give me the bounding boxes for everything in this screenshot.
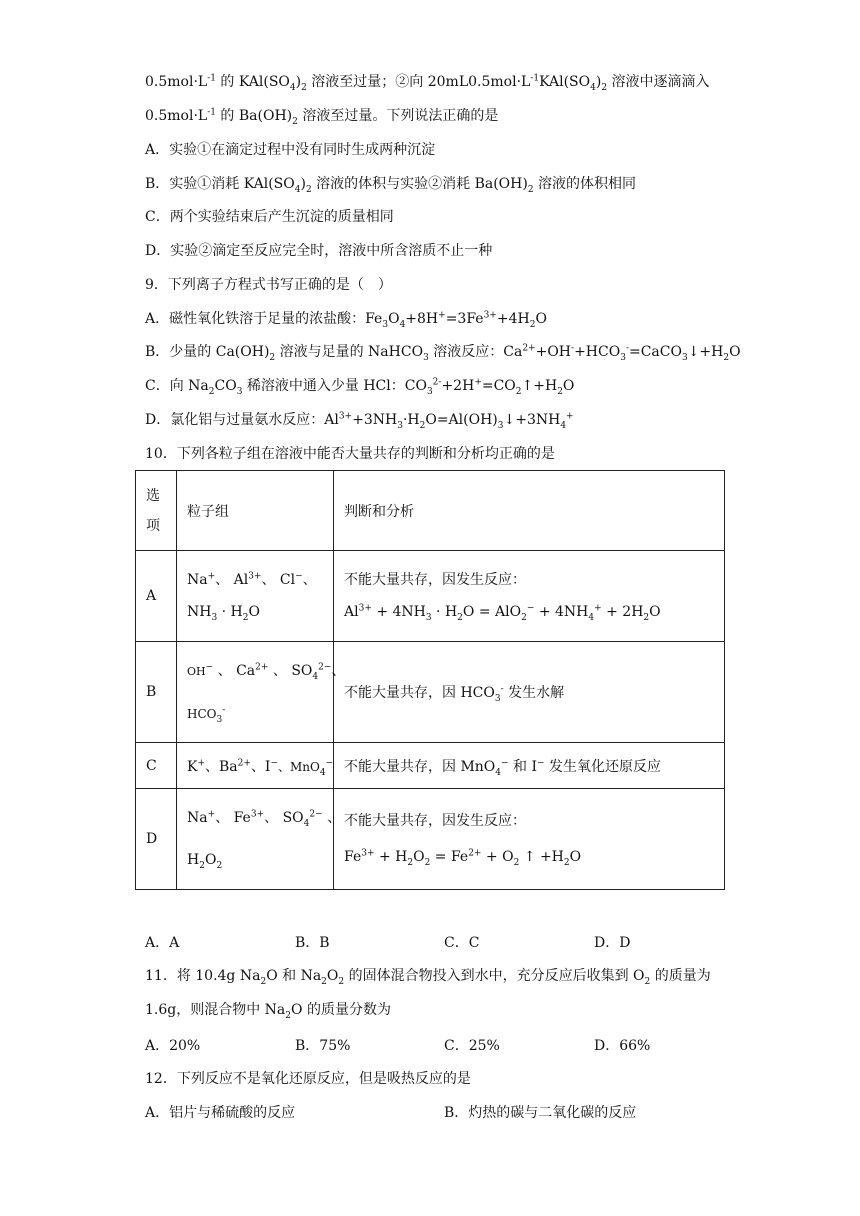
q8-option-d: D．实验②滴定至反应完全时，溶液中所含溶质不止一种 <box>145 243 493 259</box>
row-particles <box>177 642 346 743</box>
sub: 4 <box>590 82 596 93</box>
sub: 3 <box>494 693 501 704</box>
sup: − <box>325 757 334 768</box>
text: + 4NH <box>534 604 589 620</box>
text: 溶液至过量。下列说法正确的是 <box>297 108 499 124</box>
sup: 2+ <box>468 848 482 859</box>
sub: 4 <box>588 612 595 623</box>
q11-line-1 <box>145 966 711 986</box>
text: 不能大量共存，因 MnO <box>344 758 496 775</box>
sup: -1 <box>207 107 216 118</box>
q8-option-a: A．实验①在滴定过程中没有同时生成两种沉淀 <box>145 142 436 158</box>
row-particles <box>177 551 334 642</box>
text: +8H <box>405 311 439 327</box>
sub: 3 <box>236 386 243 397</box>
sup: - <box>500 684 504 695</box>
text: + O <box>481 849 514 865</box>
sub: 2 <box>521 612 527 623</box>
row-particles <box>177 789 342 890</box>
text: Na <box>187 572 208 588</box>
sup: − <box>205 661 214 672</box>
sub: 3 <box>497 420 504 431</box>
sub: 2 <box>321 976 327 987</box>
text: 不能大量共存，因发生反应： <box>344 572 526 588</box>
q11-choice-a: A．20% <box>145 1038 201 1054</box>
sub: 3 <box>425 612 432 623</box>
q8-line-2 <box>145 106 498 126</box>
text: O <box>535 311 547 327</box>
row-particles <box>177 743 334 789</box>
sub: 4 <box>312 671 319 682</box>
q11-choice-b: B．75% <box>295 1038 351 1054</box>
sup: + <box>566 411 574 422</box>
text: =CaCO <box>628 344 682 360</box>
sup: 3+ <box>361 848 375 859</box>
sub: 2 <box>407 857 414 868</box>
q10-choice-c: C．C <box>444 935 480 951</box>
table-row <box>136 789 725 890</box>
sub: 2 <box>643 612 650 623</box>
q8-option-c: C．两个实验结束后产生沉淀的质量相同 <box>145 209 394 225</box>
text: O <box>388 311 400 327</box>
text: A．磁性氧化铁溶于足量的浓盐酸：Fe <box>145 311 383 327</box>
text: ↑ +H <box>519 849 564 865</box>
text: O <box>569 849 582 865</box>
text: + H <box>374 849 408 865</box>
row-analysis <box>334 789 725 890</box>
sub: 2 <box>242 612 249 623</box>
text: 的 Ba(OH) <box>215 108 293 124</box>
text: 、Ba <box>205 758 238 775</box>
text: 、 <box>322 810 342 826</box>
sub: 3 <box>211 612 218 623</box>
text: 溶液与足量的 NaHCO <box>275 344 424 360</box>
sup: − <box>537 757 545 768</box>
table-row <box>136 743 725 789</box>
row-label: A <box>136 551 177 642</box>
row-analysis <box>334 642 725 743</box>
text: ↓+3NH <box>503 412 561 428</box>
q9-stem: 9．下列离子方程式书写正确的是（ ） <box>145 277 392 293</box>
text: 不能大量共存，因 HCO <box>344 685 495 701</box>
sup: 3+ <box>358 603 372 614</box>
sup: 3+ <box>250 809 265 820</box>
text: HCO <box>187 706 217 721</box>
q8-line-1 <box>145 72 710 92</box>
text: H <box>187 852 200 868</box>
q9-option-b <box>145 342 741 362</box>
sup: 2− <box>309 809 323 820</box>
sub: 2 <box>515 386 522 397</box>
sub: 2 <box>305 184 312 195</box>
sup: -1 <box>530 73 540 84</box>
table-row <box>136 551 725 642</box>
text: O <box>562 378 575 394</box>
text: O 的质量分数为 <box>291 1002 391 1018</box>
text: 选 <box>146 487 160 504</box>
text: 、 Fe <box>215 810 251 826</box>
sup: 3+ <box>248 571 262 582</box>
text: O <box>326 968 339 984</box>
text: 1.6g，则混合物中 Na <box>145 1002 286 1018</box>
sub: 2 <box>301 82 307 93</box>
text: 的 KAl(SO <box>215 74 290 90</box>
sup: − <box>295 571 303 582</box>
row-label: B <box>136 642 177 743</box>
text: 、 SO <box>268 662 313 679</box>
text: O 和 Na <box>266 968 322 984</box>
text: 的固体混合物投入到水中，充分反应后收集到 O <box>344 968 645 984</box>
text: O <box>649 604 661 620</box>
text: 不能大量共存，因发生反应： <box>344 813 526 829</box>
row-label: D <box>136 789 177 890</box>
sub: 2 <box>457 612 463 623</box>
sup: + <box>594 603 602 614</box>
sup: − <box>501 757 509 768</box>
text: OH <box>187 664 206 678</box>
sub: 4 <box>495 767 502 778</box>
text: 11．将 10.4g Na <box>145 968 261 984</box>
sub: 2 <box>527 184 534 195</box>
text: 稀溶液中通入少量 HCl：CO <box>242 378 427 394</box>
q11-choice-d: D．66% <box>594 1038 651 1054</box>
sup: 2+ <box>255 661 269 672</box>
text: 溶液反应：Ca <box>428 344 523 360</box>
row-analysis <box>334 743 725 789</box>
text: +OH <box>535 344 572 360</box>
q10-choice-a: A．A <box>145 935 180 951</box>
text: 、 <box>331 662 346 679</box>
sub: 2 <box>419 420 426 431</box>
sup: 3+ <box>483 310 497 321</box>
sup: + <box>438 310 446 321</box>
sub: 4 <box>560 420 567 431</box>
text: 、 Al <box>215 572 249 588</box>
table-header-row <box>136 471 725 551</box>
sub: 2 <box>601 82 608 93</box>
text: B．少量的 Ca(OH) <box>145 344 270 360</box>
text: B．实验①消耗 KAl(SO <box>145 176 295 192</box>
text: ) <box>295 74 302 90</box>
sup: 2+ <box>237 757 251 768</box>
sub: 2 <box>208 386 215 397</box>
sub: 4 <box>289 82 296 93</box>
q9-option-a <box>145 309 547 329</box>
row-label: C <box>136 743 177 789</box>
sup: 2+ <box>522 343 536 354</box>
sub: 2 <box>260 976 267 987</box>
sub: 4 <box>399 319 406 330</box>
header-option <box>136 471 177 551</box>
sup: + <box>207 809 216 820</box>
sub: 4 <box>319 767 326 778</box>
q9-option-c <box>145 376 574 396</box>
text: 0.5mol·L <box>145 108 208 124</box>
text: +4H <box>496 311 530 327</box>
q12-choice-b: B．灼热的碳与二氧化碳的反应 <box>444 1105 637 1121</box>
text: ↑+H <box>521 378 558 394</box>
sub: 2 <box>269 352 276 363</box>
text: 、 <box>302 572 317 588</box>
text: D．氯化铝与过量氨水反应：Al <box>145 412 339 428</box>
sub: 3 <box>681 352 688 363</box>
sub: 3 <box>426 386 433 397</box>
sub: 3 <box>423 352 429 363</box>
sub: 2 <box>216 860 223 871</box>
text: 、 Ca <box>213 662 256 679</box>
q8-option-b <box>145 174 636 194</box>
sub: 2 <box>529 319 536 330</box>
sub: 2 <box>563 857 570 868</box>
q11-line-2 <box>145 1000 391 1020</box>
q10-choice-b: B．B <box>295 935 330 951</box>
text: O <box>729 344 741 360</box>
text: O <box>413 849 425 865</box>
header-analysis: 判断和分析 <box>334 471 725 551</box>
text: O=Al(OH) <box>425 412 498 428</box>
sup: - <box>571 343 575 354</box>
text: · H <box>431 604 458 620</box>
sub: 2 <box>285 1010 292 1021</box>
text: 和 I <box>508 758 537 775</box>
text: Al <box>344 604 359 620</box>
sup: − <box>270 757 279 768</box>
sub: 4 <box>294 184 301 195</box>
text: =3Fe <box>445 311 484 327</box>
text: ·H <box>402 412 420 428</box>
text: NH <box>187 604 212 620</box>
q10-table <box>135 470 725 890</box>
q9-option-d <box>145 410 574 430</box>
header-particles: 粒子组 <box>177 471 334 551</box>
sup: + <box>207 571 216 582</box>
text: = Fe <box>430 849 469 865</box>
text: +3NH <box>352 412 398 428</box>
text: 发生水解 <box>503 685 565 701</box>
text: 发生氧化还原反应 <box>544 758 661 775</box>
sub: 2 <box>557 386 563 397</box>
text: KAl(SO <box>539 74 591 90</box>
text: O <box>248 604 260 620</box>
text: +2H <box>441 378 475 394</box>
sup: - <box>625 343 629 354</box>
text: C．向 Na <box>145 378 209 394</box>
q12-stem: 12．下列反应不是氧化还原反应，但是吸热反应的是 <box>145 1071 471 1087</box>
text: 、MnO <box>278 759 320 774</box>
sub: 4 <box>303 818 310 829</box>
text: CO <box>214 378 237 394</box>
sub: 2 <box>424 857 431 868</box>
sub: 2 <box>723 352 730 363</box>
sub: 2 <box>199 860 205 871</box>
sub: 2 <box>513 857 520 868</box>
q10-choice-d: D．D <box>594 935 631 951</box>
sup: 3+ <box>338 411 353 422</box>
text: 、 SO <box>264 810 304 826</box>
text: 0.5mol·L <box>145 74 208 90</box>
text: 溶液中逐滴滴入 <box>607 74 710 90</box>
text: Fe <box>344 849 362 865</box>
sup: − <box>526 603 535 614</box>
sub: 3 <box>382 319 389 330</box>
text: + 4NH <box>371 604 426 620</box>
text: ↓+H <box>687 344 724 360</box>
sup: 2− <box>318 661 332 672</box>
sup: - <box>222 704 226 715</box>
row-analysis <box>334 551 725 642</box>
sup: 2- <box>432 377 442 388</box>
text: ) <box>595 74 602 90</box>
text: +HCO <box>574 344 621 360</box>
text: K <box>187 758 198 775</box>
sup: + <box>474 377 482 388</box>
sub: 3 <box>620 352 626 363</box>
sub: 2 <box>338 976 345 987</box>
text: 项 <box>146 517 160 534</box>
text: · H <box>217 604 243 620</box>
sub: 2 <box>292 116 298 127</box>
text: 溶液的体积与实验②消耗 Ba(OH) <box>311 176 528 192</box>
sub: 2 <box>644 976 651 987</box>
q12-choice-a: A．铝片与稀硫酸的反应 <box>145 1105 296 1121</box>
text: O <box>204 852 217 868</box>
text: 溶液的体积相同 <box>533 176 637 192</box>
text: 、 Cl <box>261 572 296 588</box>
text: 的质量为 <box>650 968 711 984</box>
q10-stem: 10．下列各粒子组在溶液中能否大量共存的判断和分析均正确的是 <box>145 446 555 462</box>
sup: + <box>197 757 206 768</box>
text: =CO <box>481 378 516 394</box>
text: 溶液至过量；②向 20mL0.5mol·L <box>306 74 531 90</box>
text: O = AlO <box>462 604 522 620</box>
sub: 3 <box>216 714 223 725</box>
q11-choice-c: C．25% <box>444 1038 500 1054</box>
text: + 2H <box>601 604 644 620</box>
table-row <box>136 642 725 743</box>
text: Na <box>187 810 208 826</box>
text: ) <box>300 176 306 192</box>
sub: 3 <box>397 420 403 431</box>
text: 、I <box>250 758 271 775</box>
sup: -1 <box>207 73 216 84</box>
